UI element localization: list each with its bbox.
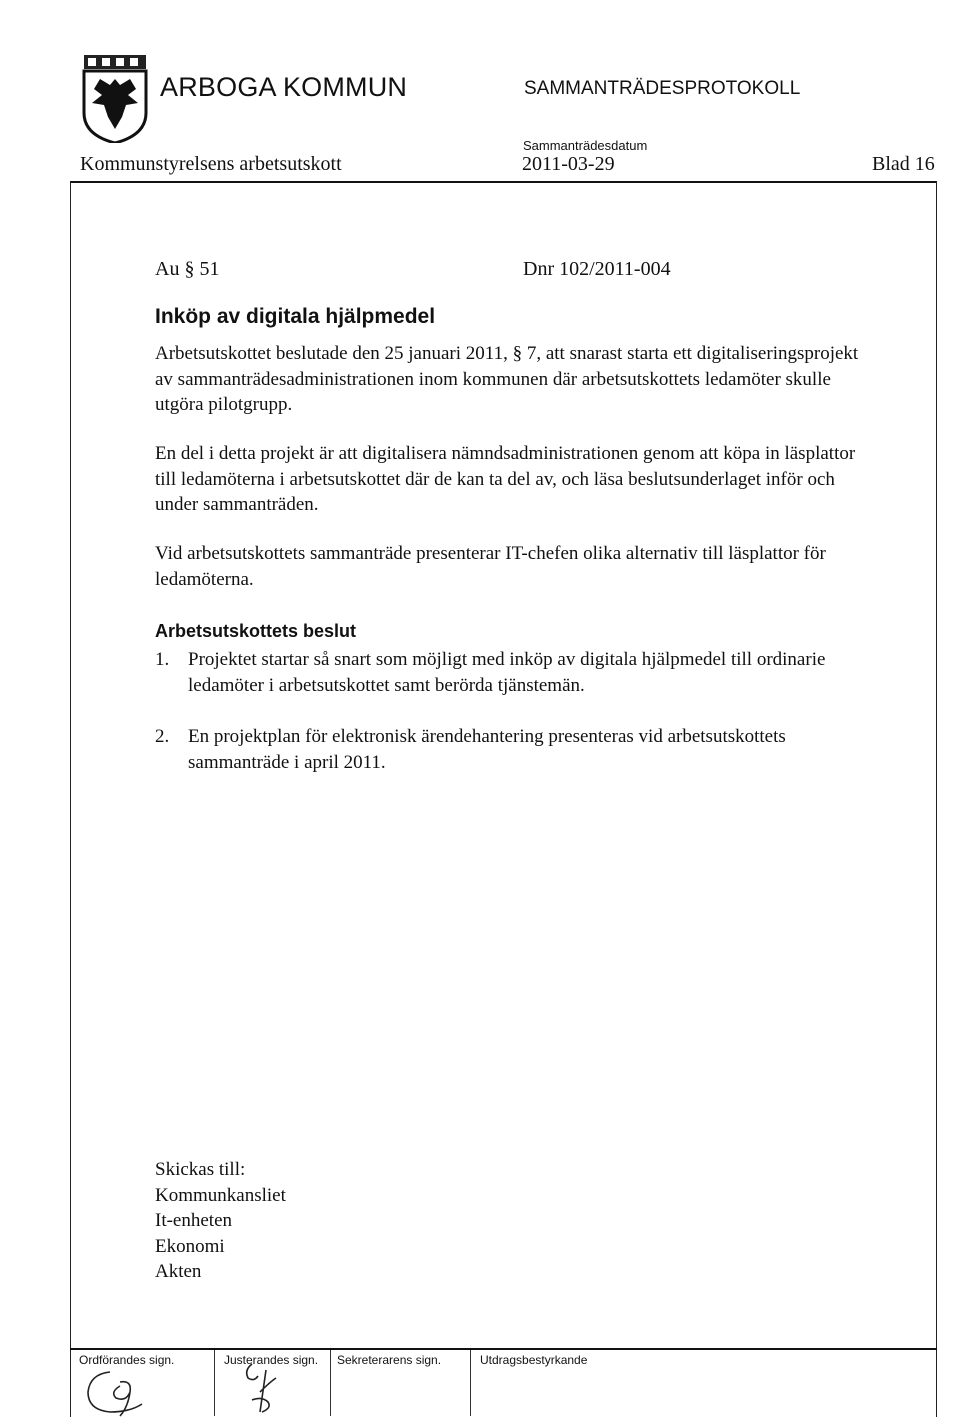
item-heading: Inköp av digitala hjälpmedel <box>155 305 436 328</box>
distribution-label: Skickas till: <box>155 1159 246 1180</box>
organization-name: ARBOGA KOMMUN <box>160 72 408 102</box>
meeting-date: 2011-03-29 <box>522 153 615 175</box>
distribution-list <box>155 1157 286 1285</box>
recipient: It-enheten <box>155 1210 233 1231</box>
committee-name: Kommunstyrelsens arbetsutskott <box>80 153 342 175</box>
recipient: Kommunkansliet <box>155 1184 286 1206</box>
case-number: Dnr 102/2011-004 <box>523 258 671 280</box>
adjuster-signature-label: Justerandes sign. <box>224 1353 319 1367</box>
decision-number: 1. <box>155 649 170 670</box>
certification-label: Utdragsbestyrkande <box>480 1353 588 1367</box>
document-type: SAMMANTRÄDESPROTOKOLL <box>524 78 801 99</box>
chair-signature-label: Ordförandes sign. <box>79 1353 175 1367</box>
municipal-coat-of-arms-icon <box>80 55 150 143</box>
decision-text: En projektplan för elektronisk ärendehantering presenteras vid arbetsutskottets sammanträde i april 2011. <box>188 726 786 773</box>
recipient: Ekonomi <box>155 1235 225 1257</box>
page-number: Blad 16 <box>872 153 935 175</box>
chair-handwritten-signature <box>80 1352 190 1418</box>
body-paragraph: Arbetsutskottet beslutade den 25 januari 2011, § 7, att snarast starta ett digitaliseringsprojekt av sammanträdesadministrationen inom kommunen där arbetsutskottets ledamöter skulle utgöra pilotgrupp. <box>155 343 859 415</box>
meeting-date-label: Sammanträdesdatum <box>523 138 648 153</box>
adjuster-handwritten-signature <box>222 1352 302 1418</box>
body-paragraph: En del i detta projekt är att digitalisera nämndsadministrationen genom att köpa in läsplattor till ledamöterna i arbetsutskottet där de kan ta del av, och läsa beslutsunderlaget inför och under sammanträden. <box>155 443 856 515</box>
decision-number: 2. <box>155 726 170 747</box>
footer-divider <box>70 1348 937 1350</box>
signature-divider <box>214 1350 215 1416</box>
paragraph-id: Au § 51 <box>155 258 220 280</box>
signature-divider <box>470 1350 471 1416</box>
secretary-signature-label: Sekreterarens sign. <box>337 1353 442 1367</box>
body-paragraph: Vid arbetsutskottets sammanträde presenterar IT-chefen olika alternativ till läsplattor för ledamöterna. <box>155 543 826 590</box>
recipient: Akten <box>155 1261 202 1282</box>
decision-text: Projektet startar så snart som möjligt med inköp av digitala hjälpmedel till ordinarie ledamöter i arbetsutskottet samt berörda tjänstemän. <box>188 649 826 696</box>
signature-divider <box>330 1350 331 1416</box>
decision-heading: Arbetsutskottets beslut <box>155 621 357 641</box>
